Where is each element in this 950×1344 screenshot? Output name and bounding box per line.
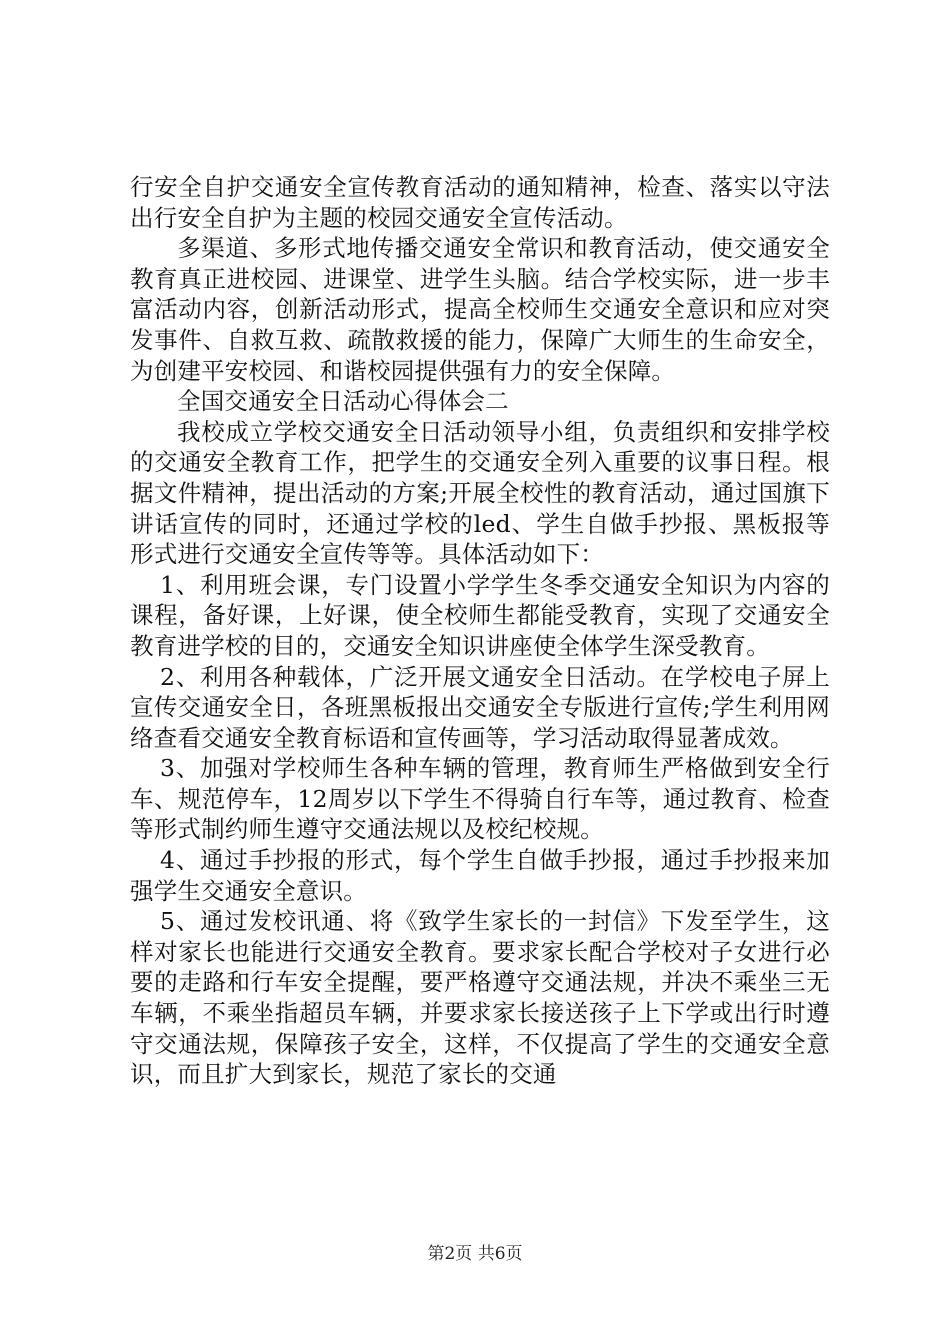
list-item-1: 1、利用班会课，专门设置小学学生冬季交通安全知识为内容的课程，备好课，上好课，使全校师生都能受教育，实现了交通安全教育进学校的目的，交通安全知识讲座使全体学生深受教育。 bbox=[130, 570, 830, 660]
list-item-4: 4、通过手抄报的形式，每个学生自做手抄报，通过手抄报来加强学生交通安全意识。 bbox=[130, 846, 830, 905]
document-body bbox=[130, 172, 830, 1090]
paragraph-continuation: 行安全自护交通安全宣传教育活动的通知精神，检查、落实以守法出行安全自护为主题的校园交通安全宣传活动。 bbox=[130, 173, 830, 232]
page-number-footer: 第2页 共6页 bbox=[427, 1244, 523, 1264]
paragraph-channels: 多渠道、多形式地传播交通安全常识和教育活动，使交通安全教育真正进校园、进课堂、进学生头脑。结合学校实际，进一步丰富活动内容，创新活动形式，提高全校师生交通安全意识和应对突发事件、自救互救、疏散救援的能力，保障广大师生的生命安全，为创建平安校园、和谐校园提供强有力的安全保障。 bbox=[130, 234, 830, 385]
list-item-5: 5、通过发校讯通、将《致学生家长的一封信》下发至学生，这样对家长也能进行交通安全教育。要求家长配合学校对子女进行必要的走路和行车安全提醒，要严格遵守交通法规，并决不乘坐三无车辆，不乘坐指超员车辆，并要求家长接送孩子上下学或出行时遵守交通法规，保障孩子安全，这样，不仅提高了学生的交通安全意识，而且扩大到家长，规范了家长的交通 bbox=[130, 907, 830, 1089]
list-item-2: 2、利用各种载体，广泛开展文通安全日活动。在学校电子屏上宣传交通安全日，各班黑板报出交通安全专版进行宣传;学生利用网络查看交通安全教育标语和宣传画等，学习活动取得显著成效。 bbox=[130, 662, 830, 752]
list-item-3: 3、加强对学校师生各种车辆的管理，教育师生严格做到安全行车、规范停车，12周岁以下学生不得骑自行车等，通过教育、检查等形式制约师生遵守交通法规以及校纪校规。 bbox=[130, 754, 830, 844]
section-heading: 全国交通安全日活动心得体会二 bbox=[177, 387, 509, 416]
paragraph-leadership-group: 我校成立学校交通安全日活动领导小组，负责组织和安排学校的交通安全教育工作，把学生的交通安全列入重要的议事日程。根据文件精神，提出活动的方案;开展全校性的教育活动，通过国旗下讲话宣传的同时，还通过学校的led、学生自做手抄报、黑板报等形式进行交通安全宣传等等。具体活动如下： bbox=[130, 417, 830, 569]
